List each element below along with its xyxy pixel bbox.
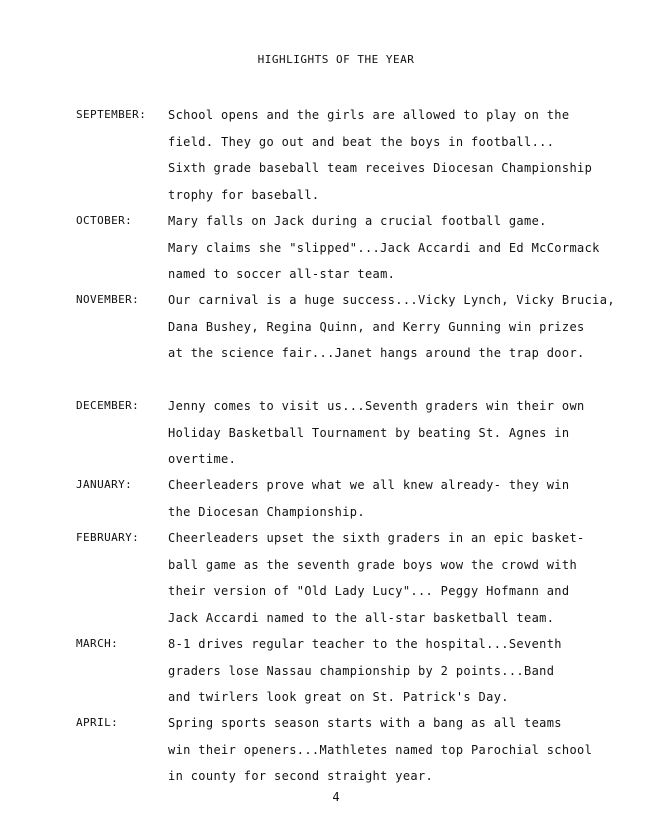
month-label: JANUARY: xyxy=(76,478,133,491)
month-label: MARCH: xyxy=(76,637,119,650)
entry-text xyxy=(168,287,648,367)
text-line: overtime. xyxy=(168,452,237,466)
text-line: trophy for baseball. xyxy=(168,187,320,202)
text-line: Holiday Basketball Tournament by beating St. Agnes in xyxy=(168,425,570,440)
text-line: School opens and the girls are allowed to play on the xyxy=(168,108,570,122)
text-line: at the science fair...Janet hangs around the trap door. xyxy=(168,346,585,360)
month-label: NOVEMBER: xyxy=(76,293,140,306)
month-label: FEBRUARY: xyxy=(76,531,140,544)
month-label: OCTOBER: xyxy=(76,214,133,227)
month-label: SEPTEMBER: xyxy=(76,108,147,121)
text-line: Jenny comes to visit us...Seventh graders win their own xyxy=(168,399,585,413)
month-label: APRIL: xyxy=(76,716,119,729)
entry-text xyxy=(168,525,648,631)
text-line: 8-1 drives regular teacher to the hospital...Seventh xyxy=(168,637,562,651)
text-line: named to soccer all-star team. xyxy=(168,267,396,281)
text-line: Our carnival is a huge success...Vicky Lynch, Vicky Brucia, xyxy=(168,293,615,307)
text-line: Mary claims she "slipped"...Jack Accardi and Ed McCormack xyxy=(168,240,600,255)
text-line: ball game as the seventh grade boys wow the crowd with xyxy=(168,557,578,572)
entry-text xyxy=(168,710,648,790)
entry-text xyxy=(168,393,648,473)
text-line: win their openers...Mathletes named top Parochial school xyxy=(168,742,593,757)
text-line: graders lose Nassau championship by 2 points...Band xyxy=(168,663,555,678)
text-line: Cheerleaders upset the sixth graders in an epic basket- xyxy=(168,531,585,545)
text-line: their version of "Old Lady Lucy"... Peggy Hofmann and xyxy=(168,584,570,598)
entry-text xyxy=(168,631,648,711)
entry-text xyxy=(168,208,648,288)
page-number: 4 xyxy=(332,790,340,804)
text-line: Jack Accardi named to the all-star basketball team. xyxy=(168,610,555,625)
text-line: Mary falls on Jack during a crucial football game. xyxy=(168,214,547,228)
text-line: Spring sports season starts with a bang as all teams xyxy=(168,716,562,730)
entry-text xyxy=(168,102,648,208)
text-line: and twirlers look great on St. Patrick's Day. xyxy=(168,690,509,704)
page-title: HIGHLIGHTS OF THE YEAR xyxy=(257,53,415,66)
text-line: Dana Bushey, Regina Quinn, and Kerry Gunning win prizes xyxy=(168,319,585,334)
text-line: in county for second straight year. xyxy=(168,769,434,783)
text-line: the Diocesan Championship. xyxy=(168,504,365,519)
month-label: DECEMBER: xyxy=(76,399,140,412)
text-line: Cheerleaders prove what we all knew already- they win xyxy=(168,478,570,492)
entry-text xyxy=(168,472,648,525)
text-line: Sixth grade baseball team receives Diocesan Championship xyxy=(168,161,593,175)
text-line: field. They go out and beat the boys in football... xyxy=(168,134,555,149)
